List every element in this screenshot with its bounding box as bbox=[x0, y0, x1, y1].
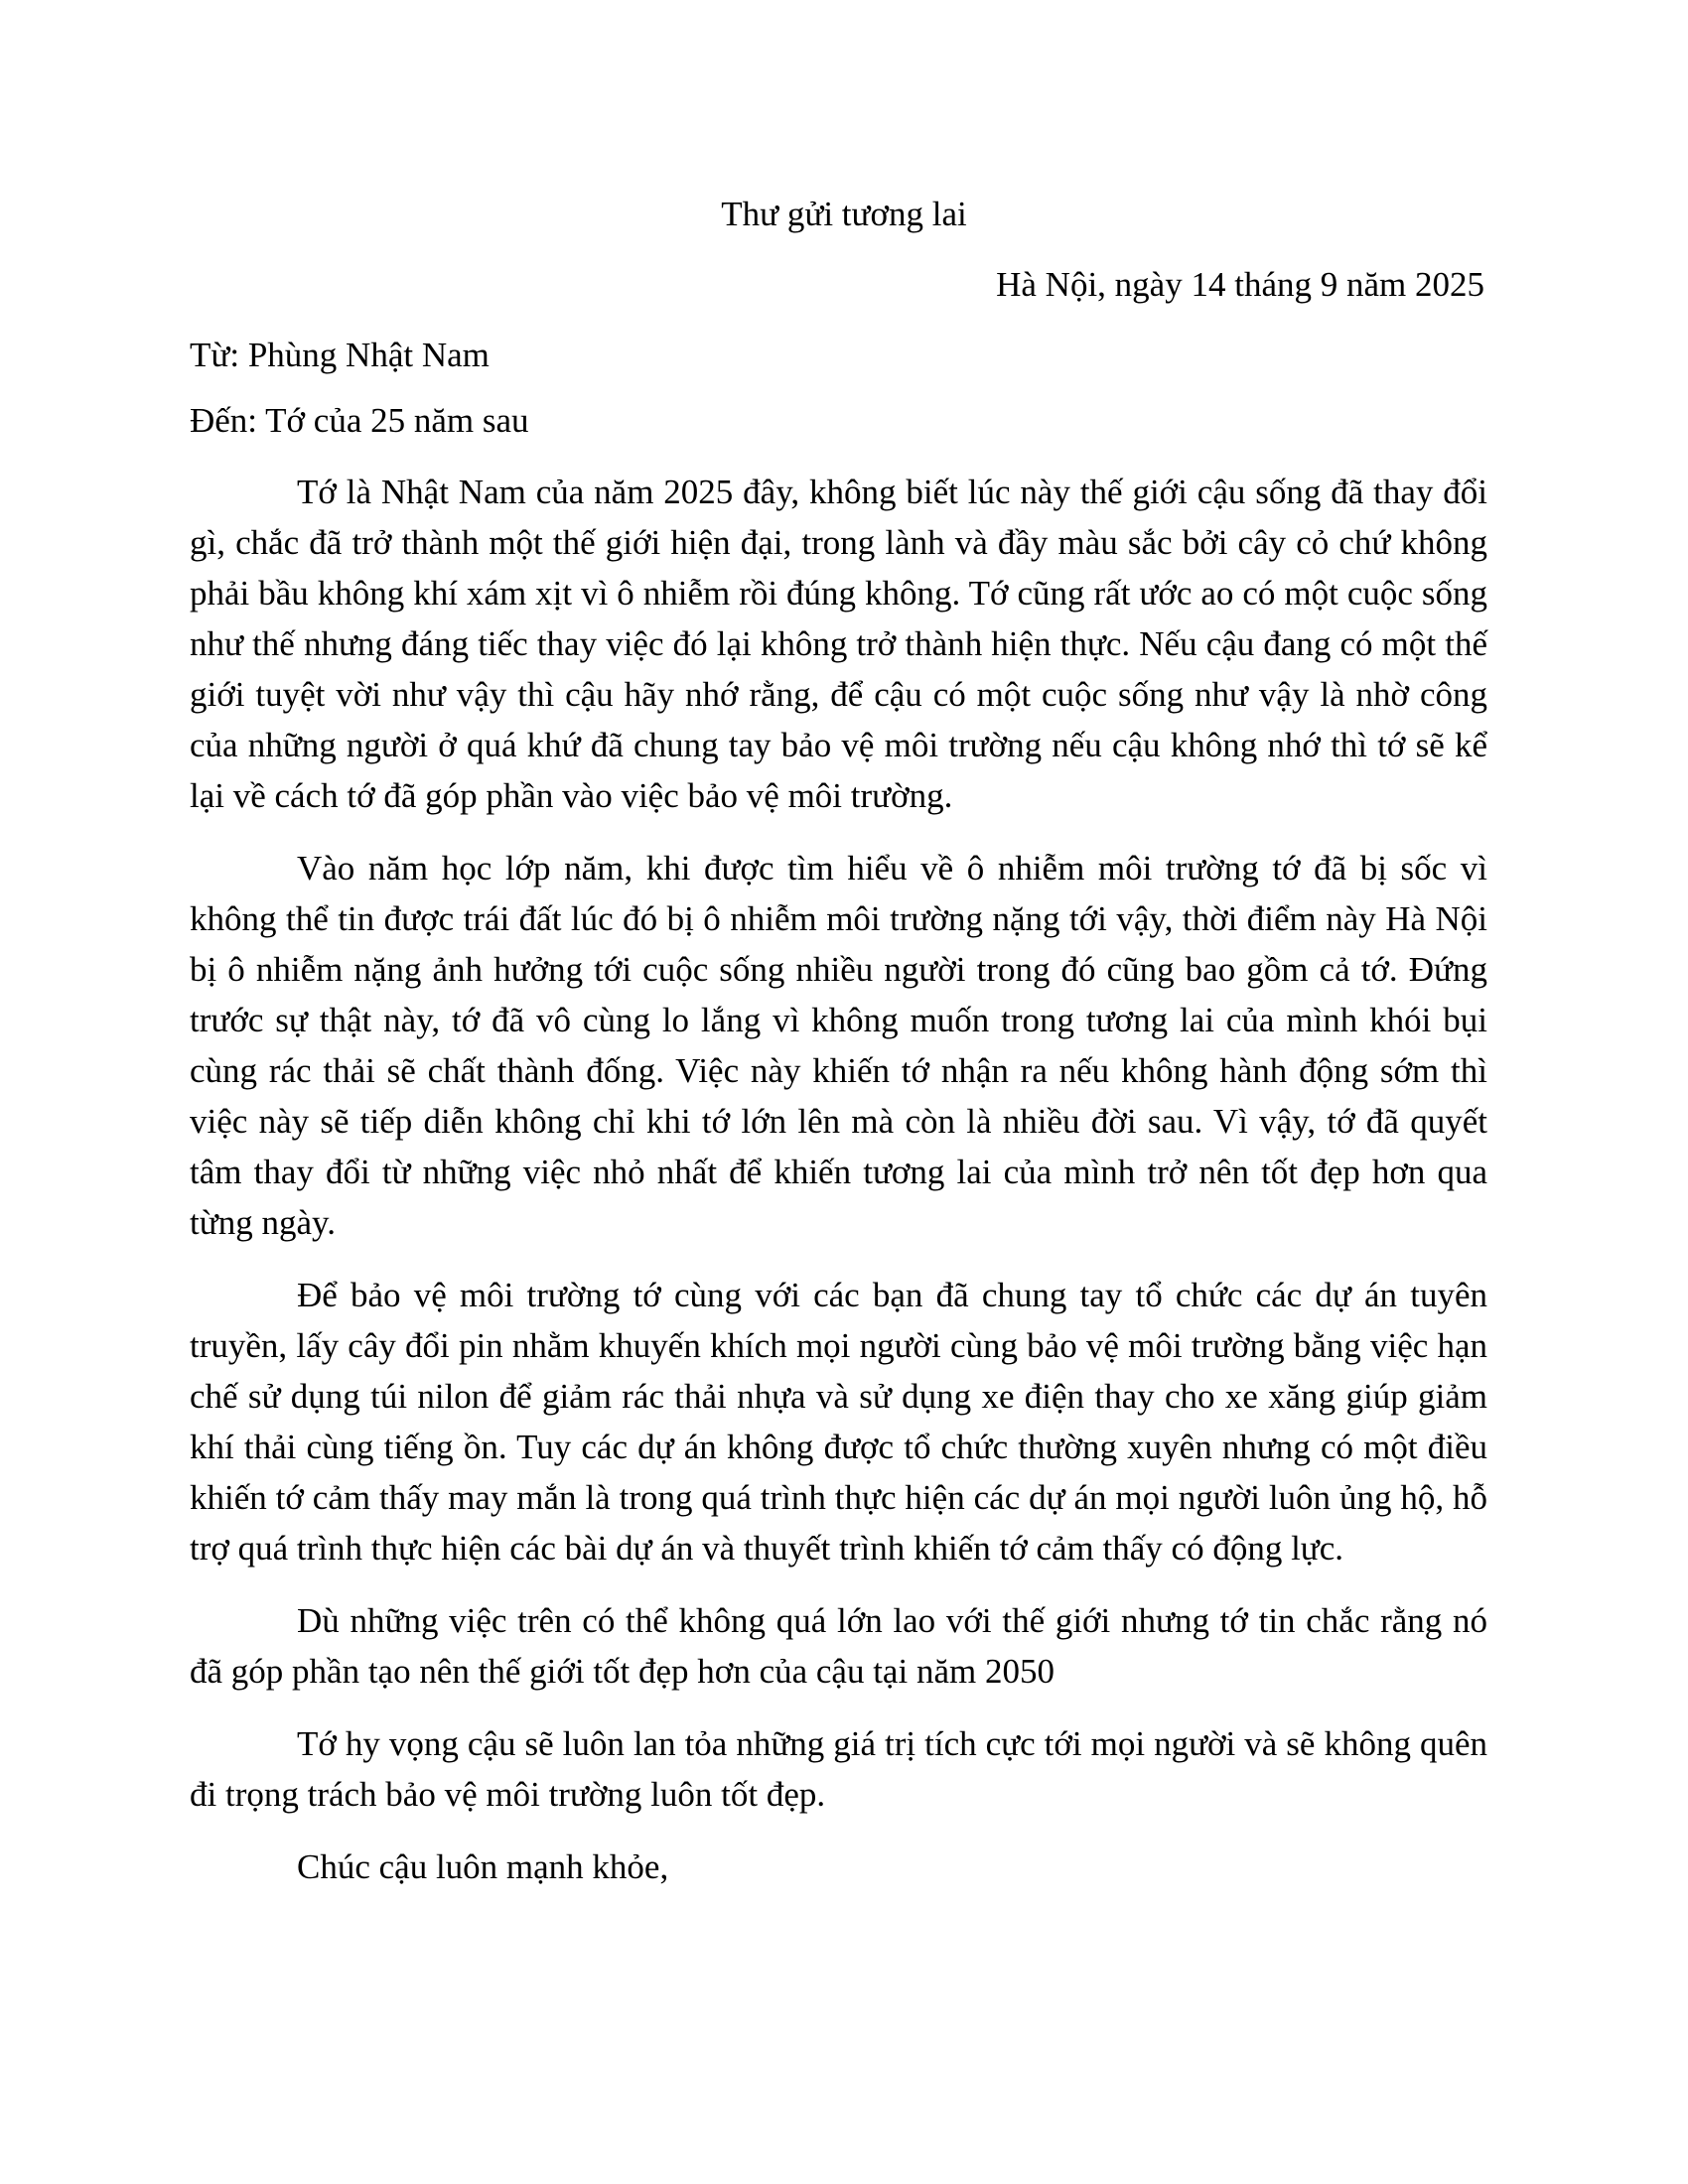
letter-sender: Từ: Phùng Nhật Nam bbox=[190, 336, 490, 374]
body-paragraph: Vào năm học lớp năm, khi được tìm hiểu về ô nhiễm môi trường tớ đã bị sốc vì không thể tin được trái đất lúc đó bị ô nhiễm môi trường nặng tới vậy, thời điểm này Hà Nội bị ô nhiễm nặng ảnh hưởng tới cuộc sống nhiều người trong đó cũng bao gồm cả tớ. Đứng trước sự thật này, tớ đã vô cùng lo lắng vì không muốn trong tương lai của mình khói bụi cùng rác thải sẽ chất thành đống. Việc này khiến tớ nhận ra nếu không hành động sớm thì việc này sẽ tiếp diễn không chỉ khi tớ lớn lên mà còn là nhiều đời sau. Vì vậy, tớ đã quyết tâm thay đổi từ những việc nhỏ nhất để khiến tương lai của mình trở nên tốt đẹp hơn qua từng ngày. bbox=[190, 849, 1487, 1242]
letter-closing: Chúc cậu luôn mạnh khỏe, bbox=[297, 1847, 669, 1886]
body-paragraph: Dù những việc trên có thể không quá lớn lao với thế giới nhưng tớ tin chắc rằng nó đã góp phần tạo nên thế giới tốt đẹp hơn của cậu tại năm 2050 bbox=[190, 1601, 1487, 1691]
body-paragraph: Tớ là Nhật Nam của năm 2025 đây, không biết lúc này thế giới cậu sống đã thay đổi gì, chắc đã trở thành một thế giới hiện đại, trong lành và đầy màu sắc bởi cây cỏ chứ không phải bầu không khí xám xịt vì ô nhiễm rồi đúng không. Tớ cũng rất ước ao có một cuộc sống như thế nhưng đáng tiếc thay việc đó lại không trở thành hiện thực. Nếu cậu đang có một thế giới tuyệt vời như vậy thì cậu hãy nhớ rằng, để cậu có một cuộc sống như vậy là nhờ công của những người ở quá khứ đã chung tay bảo vệ môi trường nếu cậu không nhớ thì tớ sẽ kể lại về cách tớ đã góp phần vào việc bảo vệ môi trường. bbox=[190, 473, 1487, 815]
letter-body bbox=[190, 467, 1487, 1892]
letter-title: Thư gửi tương lai bbox=[721, 195, 967, 233]
letter-recipient: Đến: Tớ của 25 năm sau bbox=[190, 401, 529, 440]
body-paragraph: Tớ hy vọng cậu sẽ luôn lan tỏa những giá trị tích cực tới mọi người và sẽ không quên đi trọng trách bảo vệ môi trường luôn tốt đẹp. bbox=[190, 1724, 1487, 1814]
body-paragraph: Để bảo vệ môi trường tớ cùng với các bạn đã chung tay tổ chức các dự án tuyên truyền, lấy cây đổi pin nhằm khuyến khích mọi người cùng bảo vệ môi trường bằng việc hạn chế sử dụng túi nilon để giảm rác thải nhựa và sử dụng xe điện thay cho xe xăng giúp giảm khí thải cùng tiếng ồn. Tuy các dự án không được tổ chức thường xuyên nhưng có một điều khiến tớ cảm thấy may mắn là trong quá trình thực hiện các dự án mọi người luôn ủng hộ, hỗ trợ quá trình thực hiện các bài dự án và thuyết trình khiến tớ cảm thấy có động lực. bbox=[190, 1276, 1487, 1568]
letter-date: Hà Nội, ngày 14 tháng 9 năm 2025 bbox=[996, 265, 1484, 304]
